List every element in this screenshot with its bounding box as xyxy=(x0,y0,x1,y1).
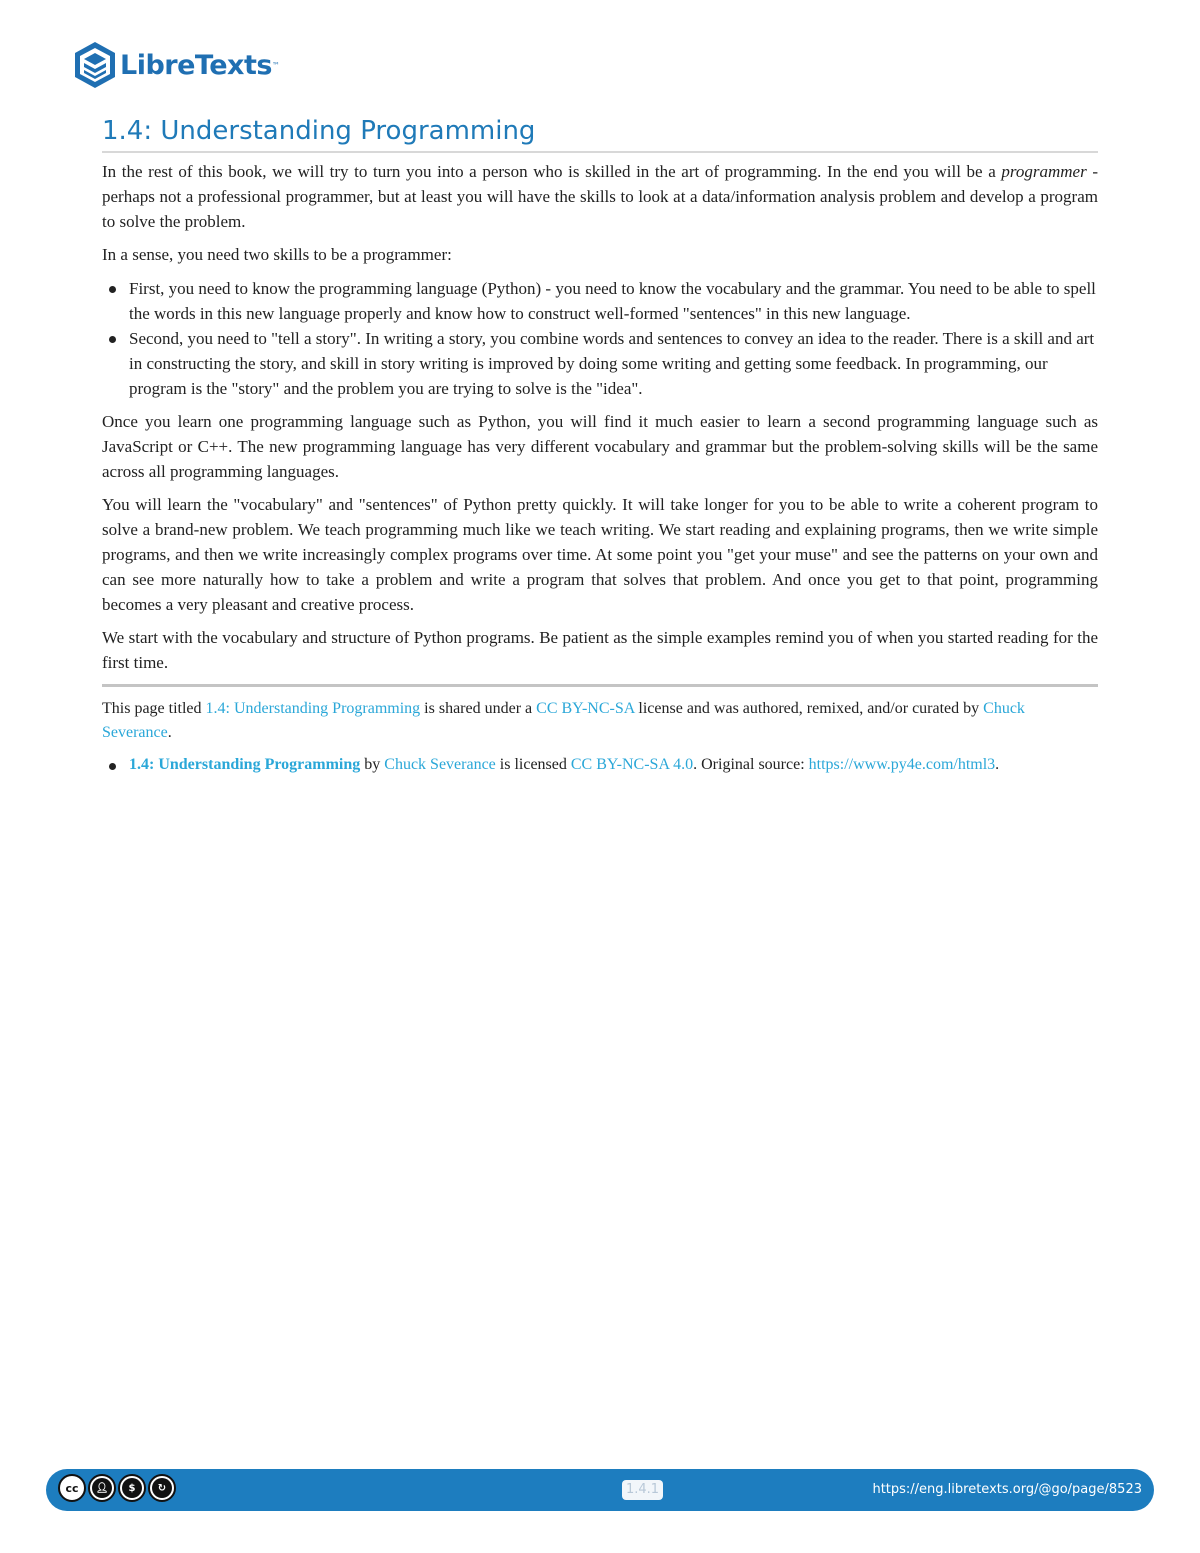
source-license-link[interactable]: CC BY-NC-SA 4.0 xyxy=(570,756,694,773)
intro-text-a: In the rest of this book, we will try to turn you into a person who is skilled in the art of programming. In the end you will be a xyxy=(102,162,1002,181)
article xyxy=(102,116,1098,777)
footer-page-url[interactable]: https://eng.libretexts.org/@go/page/8523 xyxy=(872,1482,1142,1497)
list-item: Second, you need to "tell a story". In writing a story, you combine words and sentences to convey an idea to the reader. There is a skill and art in constructing the story, and skill in story writing is improved by doing some writing and getting some feedback. In programming, our program is the "story" and the problem you are trying to solve is the "idea". xyxy=(129,326,1098,401)
source-original-text: . Original source: xyxy=(693,756,809,773)
paragraph-vocabulary: You will learn the "vocabulary" and "sentences" of Python pretty quickly. It will take longer for you to be able to write a coherent program to solve a brand-new problem. We teach programming much like we teach writing. We start reading and explaining programs, then we write simple programs, and then we write increasingly complex programs over time. At some point you "get your muse" and see the patterns on your own and can see more naturally how to take a problem and write a program that solves that problem. And once you get to that point, programming becomes a very pleasant and creative process. xyxy=(102,495,1098,614)
license-statement xyxy=(102,697,1098,745)
paragraph-start: We start with the vocabulary and structure of Python programs. Be patient as the simple examples remind you of when you started reading for the first time. xyxy=(102,628,1098,672)
license-text-1: This page titled xyxy=(102,700,206,717)
source-url-link[interactable]: https://www.py4e.com/html3 xyxy=(808,756,996,773)
source-is-text: is licensed xyxy=(495,756,571,773)
cc-icon: cc xyxy=(58,1474,86,1502)
source-end-text: . xyxy=(995,756,1000,773)
page-title: 1.4: Understanding Programming xyxy=(102,116,1098,153)
license-text-2: is shared under a xyxy=(420,700,537,717)
skills-list xyxy=(102,276,1098,401)
sa-sharealike-icon: ↻ xyxy=(148,1474,176,1502)
paragraph-intro xyxy=(102,159,1098,234)
list-item: First, you need to know the programming language (Python) - you need to know the vocabulary and the grammar. You need to be able to spell the words in this new language properly and know how to construct well-formed "sentences" in this new language. xyxy=(129,276,1098,326)
logo-wordmark: LibreTexts xyxy=(120,49,272,81)
libretexts-hexagon-icon xyxy=(72,40,118,90)
license-text-3: license and was authored, remixed, and/or curated by xyxy=(634,700,984,717)
divider xyxy=(102,684,1098,687)
intro-text-b: - perhaps not a professional programmer, but at least you will have the skills to look at a data/information analysis problem and develop a program to solve the problem. xyxy=(102,162,1098,231)
source-author-link[interactable]: Chuck Severance xyxy=(384,756,496,773)
source-title-link[interactable]: 1.4: Understanding Programming xyxy=(129,756,361,773)
paragraph-two-skills: In a sense, you need two skills to be a programmer: xyxy=(102,245,452,264)
page-footer xyxy=(46,1469,1154,1511)
libretexts-logo[interactable] xyxy=(72,40,280,90)
license-type-link[interactable]: CC BY-NC-SA xyxy=(536,700,635,717)
intro-emphasis: programmer xyxy=(1001,162,1087,181)
cc-license-badge[interactable] xyxy=(58,1474,178,1502)
license-text-4: . xyxy=(167,724,172,741)
license-source-item xyxy=(129,753,1098,777)
page-number: 1.4.1 xyxy=(622,1480,663,1500)
license-author-link[interactable]: Chuck Severance xyxy=(102,700,1025,741)
source-by-text: by xyxy=(360,756,385,773)
by-attribution-icon: 👤︎ xyxy=(88,1474,116,1502)
nc-noncommercial-icon: $ xyxy=(118,1474,146,1502)
logo-trademark: ™ xyxy=(271,60,280,70)
paragraph-second-language: Once you learn one programming language such as Python, you will find it much easier to learn a second programming language such as JavaScript or C++. The new programming language has very different vocabulary and grammar but the problem-solving skills will be the same across all programming languages. xyxy=(102,412,1098,481)
license-title-link[interactable]: 1.4: Understanding Programming xyxy=(205,700,421,717)
license-sources-list xyxy=(102,753,1098,777)
